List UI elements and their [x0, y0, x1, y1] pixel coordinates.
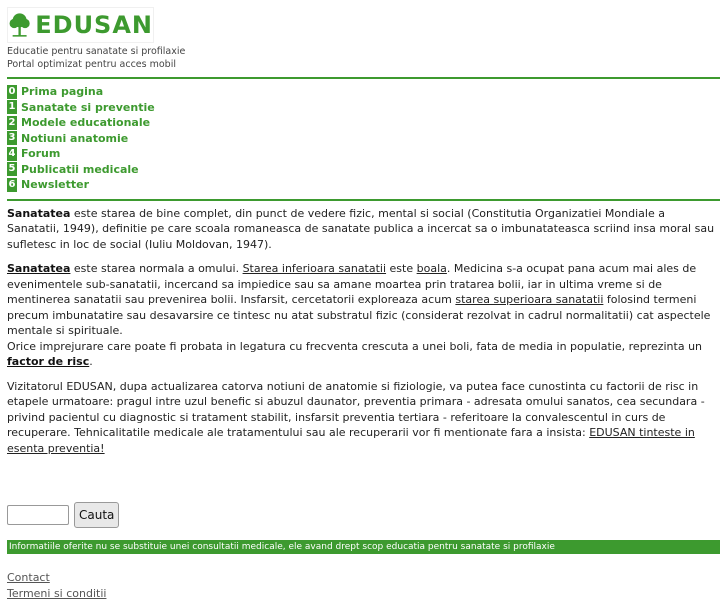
link-edusan-preventia[interactable]: EDUSAN tinteste in esenta preventia!	[7, 426, 695, 455]
link-boala[interactable]: boala	[416, 262, 447, 275]
main-content	[7, 206, 720, 457]
menu-link-publicatii[interactable]: Publicatii medicale	[21, 162, 139, 176]
paragraph-normal-state	[7, 261, 720, 370]
contact-link[interactable]: Contact	[7, 571, 50, 584]
footer	[7, 570, 720, 602]
main-menu	[7, 84, 720, 193]
menu-item-publicatii	[7, 162, 720, 178]
menu-link-modele[interactable]: Modele educationale	[21, 116, 151, 130]
paragraph-text: Vizitatorul EDUSAN, dupa actualizarea catorva notiuni de anatomie si fiziologie, va putea face cunostinta cu factorii de risc in etapele urmatoare: pragul intre uzul benefic si abuzul daunator, preventia primara - adresata omului sanatos, cea secundara - privind pacientul cu diagnostic si tratament stabilit, insfarsit preventia tertiara - referitoare la convalescentul in curs de recuperare. Tehnicalitatile medicale ale tratamentului sau ale recuperarii vor fi mentionate fara a insista:	[7, 379, 705, 439]
menu-link-anatomie[interactable]: Notiuni anatomie	[21, 131, 129, 145]
tree-icon	[8, 9, 31, 41]
menu-link-prima-pagina[interactable]: Prima pagina	[21, 85, 104, 99]
menu-item-sanatate	[7, 100, 720, 116]
menu-link-forum[interactable]: Forum	[21, 147, 61, 161]
menu-item-forum	[7, 146, 720, 162]
link-sanatatea[interactable]: Sanatatea	[7, 262, 71, 275]
logo-text: EDUSAN	[35, 11, 153, 39]
menu-number: 3	[8, 132, 16, 144]
menu-link-sanatate[interactable]: Sanatate si preventie	[21, 100, 155, 114]
tagline-mobile: Portal optimizat pentru acces mobil	[7, 59, 176, 70]
search-form	[7, 502, 720, 528]
paragraph-text: folosind termeni precum imbunatatire sau desavarsire ce tintesc nu atat substratul fizic (considerat rezolvat in cadrul normalitatii) cat aspectele mentale si spirituale.	[7, 293, 711, 337]
menu-number: 6	[8, 178, 16, 190]
menu-number: 2	[8, 116, 16, 128]
menu-number: 5	[8, 163, 16, 175]
terms-link[interactable]: Termeni si conditii	[7, 587, 107, 600]
disclaimer-bar: Informatiile oferite nu se substituie unei consultatii medicale, ele avand drept scop educatia pentru sanatate si profilaxie	[7, 540, 720, 554]
menu-item-prima-pagina	[7, 84, 720, 100]
menu-divider	[7, 199, 720, 201]
search-button[interactable]: Cauta	[74, 502, 119, 528]
logo[interactable]	[7, 7, 154, 43]
menu-item-modele	[7, 115, 720, 131]
menu-item-anatomie	[7, 131, 720, 147]
paragraph-text: este starea normala a omului.	[70, 262, 243, 275]
paragraph-text: . Medicina s-a ocupat pana acum mai ales de evenimentele sub-sanatatii, incercand sa impiedice sau sa amane moartea prin tratarea bolii, iar in ultima vreme si de mentinerea sanatatii sau prevenirea bolii. Insfarsit, cercetatorii exploreaza acum	[7, 262, 697, 306]
menu-number: 1	[8, 101, 16, 113]
paragraph-text: Orice imprejurare care poate fi probata in legatura cu frecventa crescuta a unei boli, fata de media in populatie, reprezinta un	[7, 339, 703, 353]
link-starea-inferioara[interactable]: Starea inferioara sanatatii	[242, 262, 387, 275]
paragraph-text: .	[89, 355, 93, 368]
menu-number: 0	[8, 85, 16, 97]
link-starea-superioara[interactable]: starea superioara sanatatii	[455, 293, 604, 306]
term-sanatatea: Sanatatea	[7, 206, 71, 220]
menu-link-newsletter[interactable]: Newsletter	[21, 178, 90, 192]
menu-number: 4	[8, 147, 16, 159]
link-factor-de-risc[interactable]: factor de risc	[7, 355, 90, 368]
menu-item-newsletter	[7, 177, 720, 193]
paragraph-text: este starea de bine complet, din punct de vedere fizic, mental si social (Constitutia Organizatiei Mondiale a Sanatatii, 1949), definitie pe care scoala romaneasca de sanatate publica a incercat sa o imbunatateasca scriind insa moral sau sufletesc in loc de social (Iuliu Moldovan, 1947).	[7, 206, 715, 251]
top-divider	[7, 77, 720, 79]
paragraph-visitor	[7, 379, 720, 457]
search-input[interactable]	[7, 505, 69, 525]
tagline: Educatie pentru sanatate si profilaxie	[7, 46, 186, 57]
paragraph-definition	[7, 206, 720, 253]
paragraph-text: este	[386, 262, 417, 275]
